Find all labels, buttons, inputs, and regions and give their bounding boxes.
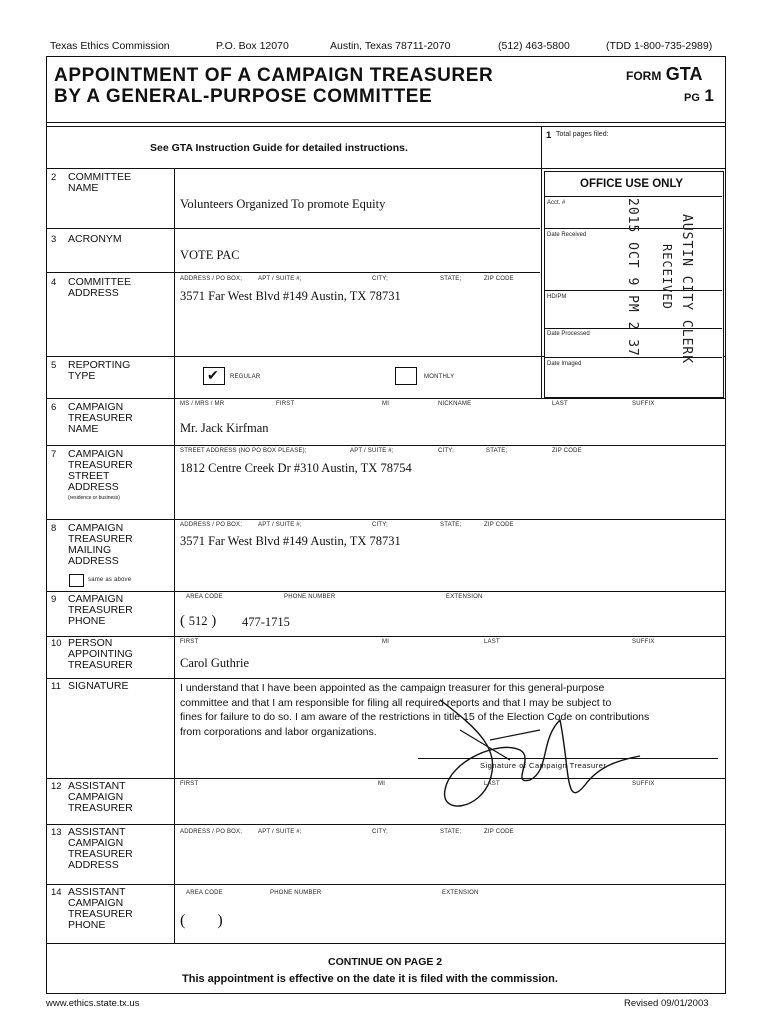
agency-name: Texas Ethics Commission xyxy=(50,40,170,52)
s14-sub-extension: EXTENSION xyxy=(442,890,479,896)
s6-sub-suffix: SUFFIX xyxy=(632,401,655,407)
po-box: P.O. Box 12070 xyxy=(216,40,289,52)
treasurer-name-value[interactable]: Mr. Jack Kirfman xyxy=(180,421,269,435)
website-link[interactable]: www.ethics.state.tx.us xyxy=(46,998,140,1009)
s3-label: ACRONYM xyxy=(68,233,122,245)
s4-sub-zip: ZIP CODE xyxy=(484,276,514,282)
s2-number: 2 xyxy=(51,172,57,183)
s8-sub-apt: APT / SUITE #; xyxy=(258,522,302,528)
s4-sub-state: STATE; xyxy=(440,276,462,282)
effective-text: This appointment is effective on the date it is filed with the commission. xyxy=(182,973,558,985)
stamp-date: 2015 OCT 9 PM 2 37 xyxy=(625,198,640,357)
stamp-clerk: AUSTIN CITY CLERK xyxy=(679,214,694,365)
s9-sub-phone: PHONE NUMBER xyxy=(284,594,336,600)
s2-label: COMMITTEE NAME xyxy=(68,171,131,194)
s12-sub-first: FIRST xyxy=(180,781,199,787)
s10-sub-mi: MI xyxy=(382,639,390,645)
total-pages-num: 1 xyxy=(546,130,552,141)
instructions-text: See GTA Instruction Guide for detailed instructions. xyxy=(150,142,408,154)
treasurer-street-value[interactable]: 1812 Centre Creek Dr #310 Austin, TX 78754 xyxy=(180,461,412,475)
total-pages-label: Total pages filed: xyxy=(556,131,609,138)
s8-sub-state: STATE; xyxy=(440,522,462,528)
revised-date: Revised 09/01/2003 xyxy=(624,998,709,1009)
date-processed-label: Date Processed xyxy=(547,331,590,337)
title-line-2: BY A GENERAL-PURPOSE COMMITTEE xyxy=(54,86,433,107)
form-title xyxy=(54,65,493,107)
s8-label: CAMPAIGN TREASURER MAILING ADDRESS xyxy=(68,522,133,567)
s7-label: CAMPAIGN TREASURER STREET ADDRESS (residence or business) xyxy=(68,448,133,501)
date-imaged-label: Date Imaged xyxy=(547,361,582,367)
s4-number: 4 xyxy=(51,277,57,288)
s6-sub-mi: MI xyxy=(382,401,390,407)
monthly-checkbox[interactable] xyxy=(395,367,417,385)
phone-area-code[interactable]: ( 512 ) xyxy=(180,613,217,629)
title-line-1: APPOINTMENT OF A CAMPAIGN TREASURER xyxy=(54,65,494,86)
s4-sub-address: ADDRESS / PO BOX; xyxy=(180,276,243,282)
s12-sub-mi: MI xyxy=(378,781,386,787)
s13-sub-address: ADDRESS / PO BOX; xyxy=(180,829,243,835)
s8-sub-city: CITY; xyxy=(372,522,388,528)
appointing-person-value[interactable]: Carol Guthrie xyxy=(180,656,250,670)
s3-number: 3 xyxy=(51,234,57,245)
s10-sub-first: FIRST xyxy=(180,639,199,645)
s13-sub-state: STATE; xyxy=(440,829,462,835)
s4-sub-city: CITY; xyxy=(372,276,388,282)
agency-tdd: (TDD 1-800-735-2989) xyxy=(606,40,713,52)
form-code-label: FORM GTA xyxy=(626,64,703,84)
s10-sub-last: LAST xyxy=(484,639,500,645)
signature-statement: I understand that I have been appointed as the campaign treasurer for this general-purpose committee and that I am responsible for filing all required reports and that I may be subject to fines for failure to do so. I am aware of the restrictions in title 15 of the Election Code on contributions from corporations and labor organizations. xyxy=(180,682,650,738)
s7-sub-state: STATE; xyxy=(486,448,508,454)
page-number-label: PG 1 xyxy=(684,86,714,105)
committee-address-value[interactable]: 3571 Far West Blvd #149 Austin, TX 78731 xyxy=(180,289,401,303)
s14-sub-phone: PHONE NUMBER xyxy=(270,890,322,896)
acronym-value[interactable]: VOTE PAC xyxy=(180,248,240,262)
s12-sub-suffix: SUFFIX xyxy=(632,781,655,787)
signature-label: Signature of Campaign Treasurer xyxy=(480,761,607,770)
same-as-above-checkbox[interactable] xyxy=(69,574,84,587)
hdpm-label: HD/PM xyxy=(547,294,567,300)
monthly-label: MONTHLY xyxy=(424,374,455,380)
s13-sub-zip: ZIP CODE xyxy=(484,829,514,835)
s6-sub-first: FIRST xyxy=(276,401,295,407)
s14-label: ASSISTANT CAMPAIGN TREASURER PHONE xyxy=(68,886,133,931)
s13-sub-city: CITY; xyxy=(372,829,388,835)
s10-number: 10 xyxy=(51,638,62,649)
s13-number: 13 xyxy=(51,827,62,838)
stamp-received: RECEIVED xyxy=(660,244,674,310)
s9-sub-area: AREA CODE xyxy=(186,594,223,600)
s8-sub-address: ADDRESS / PO BOX; xyxy=(180,522,243,528)
s11-number: 11 xyxy=(51,681,61,692)
regular-label: REGULAR xyxy=(230,374,261,380)
agency-city: Austin, Texas 78711-2070 xyxy=(330,40,451,52)
s6-sub-last: LAST xyxy=(552,401,568,407)
s7-sub-apt: APT / SUITE #; xyxy=(350,448,394,454)
s12-label: ASSISTANT CAMPAIGN TREASURER xyxy=(68,780,133,814)
s5-number: 5 xyxy=(51,360,57,371)
s7-number: 7 xyxy=(51,449,57,460)
s11-label: SIGNATURE xyxy=(68,680,129,692)
s13-sub-apt: APT / SUITE #; xyxy=(258,829,302,835)
s8-number: 8 xyxy=(51,523,57,534)
s14-sub-area: AREA CODE xyxy=(186,890,223,896)
s7-sub-city: CITY; xyxy=(438,448,454,454)
asst-phone-area-code[interactable]: ( ) xyxy=(180,912,223,929)
s12-number: 12 xyxy=(51,781,62,792)
same-as-above-label: same as above xyxy=(88,577,132,583)
treasurer-mailing-value[interactable]: 3571 Far West Blvd #149 Austin, TX 78731 xyxy=(180,534,401,548)
s8-sub-zip: ZIP CODE xyxy=(484,522,514,528)
s14-number: 14 xyxy=(51,887,62,898)
s4-label: COMMITTEE ADDRESS xyxy=(68,276,131,299)
continue-text: CONTINUE ON PAGE 2 xyxy=(328,956,443,968)
agency-phone: (512) 463-5800 xyxy=(498,40,570,52)
s12-sub-last: LAST xyxy=(484,781,500,787)
s7-sub-zip: ZIP CODE xyxy=(552,448,582,454)
s9-label: CAMPAIGN TREASURER PHONE xyxy=(68,593,133,627)
s13-label: ASSISTANT CAMPAIGN TREASURER ADDRESS xyxy=(68,826,133,871)
s7-sub-address: STREET ADDRESS (NO PO BOX PLEASE); xyxy=(180,448,307,454)
s5-label: REPORTING TYPE xyxy=(68,359,131,382)
s6-sub-ms: MS / MRS / MR xyxy=(180,401,225,407)
s10-label: PERSON APPOINTING TREASURER xyxy=(68,637,133,671)
phone-number-value[interactable]: 477-1715 xyxy=(242,615,290,629)
s9-number: 9 xyxy=(51,594,57,605)
s6-sub-nickname: NICKNAME xyxy=(438,401,472,407)
s6-number: 6 xyxy=(51,402,57,413)
s4-sub-apt: APT / SUITE #; xyxy=(258,276,302,282)
checkmark-icon: ✔ xyxy=(207,367,219,383)
acct-label: Acct. # xyxy=(547,200,566,206)
s6-label: CAMPAIGN TREASURER NAME xyxy=(68,401,133,435)
date-received-label: Date Received xyxy=(547,232,587,238)
committee-name-value[interactable]: Volunteers Organized To promote Equity xyxy=(180,197,386,211)
s10-sub-suffix: SUFFIX xyxy=(632,639,655,645)
s9-sub-extension: EXTENSION xyxy=(446,594,483,600)
office-use-title: OFFICE USE ONLY xyxy=(580,178,684,190)
regular-checkbox[interactable] xyxy=(203,367,225,385)
signature-scribble xyxy=(420,690,660,830)
